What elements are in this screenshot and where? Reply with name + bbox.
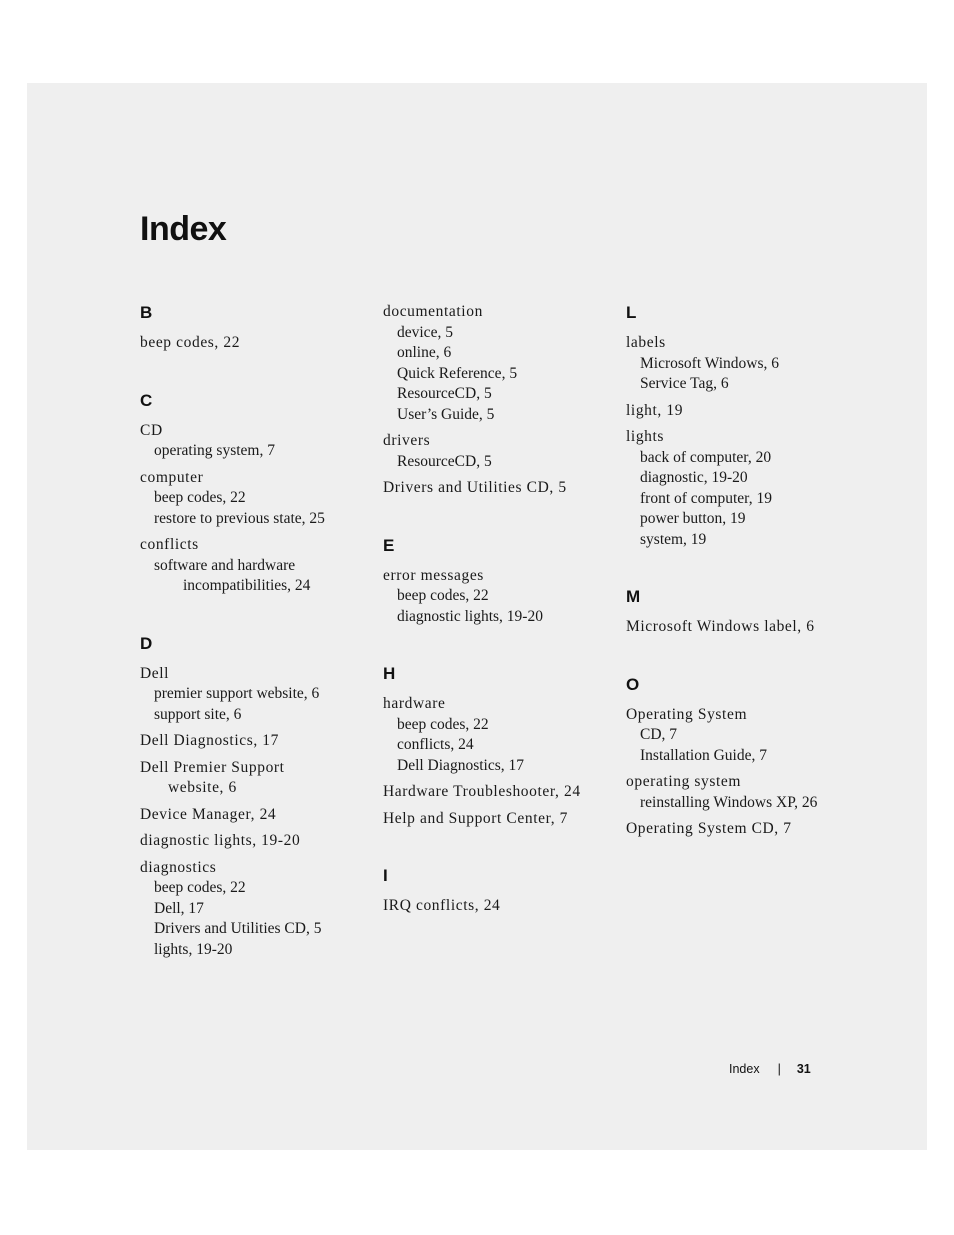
index-entry: [140, 664, 370, 726]
index-entry: [626, 427, 856, 550]
footer-separator: |: [777, 1062, 781, 1076]
index-term: Microsoft Windows label, 6: [626, 618, 815, 635]
index-subterm: diagnostic, 19-20: [640, 469, 748, 486]
index-entry: [383, 302, 613, 425]
index-section: [626, 302, 856, 550]
index-section: [140, 390, 370, 597]
index-section: [383, 302, 613, 499]
index-term: lights: [626, 428, 665, 445]
page-number: 31: [796, 1062, 811, 1076]
index-term: conflicts: [140, 536, 199, 553]
index-entry: [140, 731, 370, 752]
index-section: [383, 663, 613, 829]
index-subterm: Dell, 17: [154, 899, 204, 917]
section-letter-heading: E: [383, 535, 395, 555]
index-subterm: restore to previous state, 25: [154, 509, 325, 527]
index-section: [626, 674, 856, 840]
index-entry: [140, 831, 370, 852]
index-entry: [140, 535, 370, 597]
section-letter-heading: C: [140, 390, 153, 410]
index-subterm: Service Tag, 6: [640, 375, 729, 392]
index-entry: [383, 694, 613, 776]
index-term-continuation: website, 6: [168, 779, 237, 796]
index-subterm: back of computer, 20: [640, 448, 772, 466]
index-column-2: [383, 302, 613, 953]
section-letter-heading: B: [140, 303, 153, 322]
index-subterm: online, 6: [397, 344, 452, 361]
index-subterm: premier support website, 6: [154, 685, 320, 702]
index-entry: [383, 431, 613, 472]
index-section: [140, 633, 370, 961]
index-subterm: ResourceCD, 5: [397, 452, 492, 470]
index-subterm: beep codes, 22: [154, 879, 246, 896]
section-letter-heading: M: [626, 587, 641, 606]
index-subterm: ResourceCD, 5: [397, 385, 492, 402]
index-entry: [383, 478, 613, 499]
index-entry: [140, 758, 370, 799]
section-letter-heading: I: [383, 866, 388, 885]
index-section: [140, 302, 370, 354]
index-entry: [383, 896, 613, 917]
index-entry: [383, 566, 613, 628]
index-section: [626, 586, 856, 638]
section-letter-heading: D: [140, 633, 153, 653]
index-subterm: beep codes, 22: [397, 587, 489, 604]
index-term: beep codes, 22: [140, 334, 241, 351]
index-subterm: operating system, 7: [154, 442, 275, 459]
index-term: Operating System CD, 7: [626, 820, 792, 837]
index-term: drivers: [383, 432, 431, 449]
index-term: labels: [626, 334, 666, 351]
section-letter-heading: O: [626, 674, 640, 694]
section-letter-heading: L: [626, 303, 637, 322]
index-subterm: reinstalling Windows XP, 26: [640, 793, 818, 811]
index-entry: [626, 772, 856, 813]
index-entry: [140, 468, 370, 530]
index-entry: [140, 333, 370, 354]
index-subterm: Installation Guide, 7: [640, 746, 767, 764]
index-term: Dell Diagnostics, 17: [140, 732, 279, 749]
index-term: Hardware Troubleshooter, 24: [383, 783, 581, 800]
index-entry: [626, 617, 856, 638]
index-subterm: system, 19: [640, 530, 707, 548]
index-entry: [140, 858, 370, 961]
index-entry: [626, 401, 856, 422]
index-term: Operating System: [626, 705, 748, 723]
index-term: documentation: [383, 303, 483, 320]
index-term: error messages: [383, 566, 484, 584]
index-subterm: lights, 19-20: [154, 940, 233, 958]
index-subterm: Dell Diagnostics, 17: [397, 756, 524, 774]
index-subterm: power button, 19: [640, 510, 746, 527]
index-subterm: support site, 6: [154, 705, 242, 723]
index-column-1: [140, 302, 370, 996]
index-subterm: beep codes, 22: [397, 715, 489, 733]
index-subterm-continuation: incompatibilities, 24: [183, 577, 311, 594]
index-entry: [383, 809, 613, 830]
index-subterm: software and hardware: [154, 556, 296, 574]
index-entry: [140, 805, 370, 826]
index-subterm: conflicts, 24: [397, 736, 474, 753]
index-term: Device Manager, 24: [140, 805, 277, 823]
page-title: Index: [140, 210, 227, 248]
index-entry: [626, 333, 856, 395]
index-section: [383, 535, 613, 628]
index-entry: [626, 819, 856, 840]
index-term: CD: [140, 421, 163, 439]
index-term: diagnostics: [140, 858, 217, 876]
index-entry: [383, 782, 613, 803]
index-term: IRQ conflicts, 24: [383, 897, 501, 914]
index-section: [383, 865, 613, 917]
index-term: diagnostic lights, 19-20: [140, 832, 301, 849]
index-column-3: [626, 302, 856, 876]
index-entry: [626, 705, 856, 767]
index-subterm: diagnostic lights, 19-20: [397, 607, 543, 625]
index-subterm: device, 5: [397, 323, 453, 341]
index-subterm: Microsoft Windows, 6: [640, 354, 780, 372]
index-subterm: Drivers and Utilities CD, 5: [154, 920, 322, 937]
index-subterm: beep codes, 22: [154, 489, 246, 506]
section-letter-heading: H: [383, 664, 396, 683]
index-term: Dell Premier Support: [140, 758, 285, 776]
index-subterm: User’s Guide, 5: [397, 405, 495, 423]
page-footer: [729, 1062, 811, 1076]
index-term: Drivers and Utilities CD, 5: [383, 479, 567, 496]
footer-section-label: Index: [729, 1062, 760, 1076]
index-term: Dell: [140, 664, 170, 682]
index-subterm: front of computer, 19: [640, 489, 772, 507]
index-term: computer: [140, 468, 204, 486]
index-term: Help and Support Center, 7: [383, 809, 569, 827]
index-term: hardware: [383, 695, 446, 712]
index-term: operating system: [626, 773, 742, 790]
index-entry: [140, 421, 370, 462]
index-term: light, 19: [626, 401, 684, 419]
index-subterm: CD, 7: [640, 726, 678, 743]
index-subterm: Quick Reference, 5: [397, 364, 518, 382]
